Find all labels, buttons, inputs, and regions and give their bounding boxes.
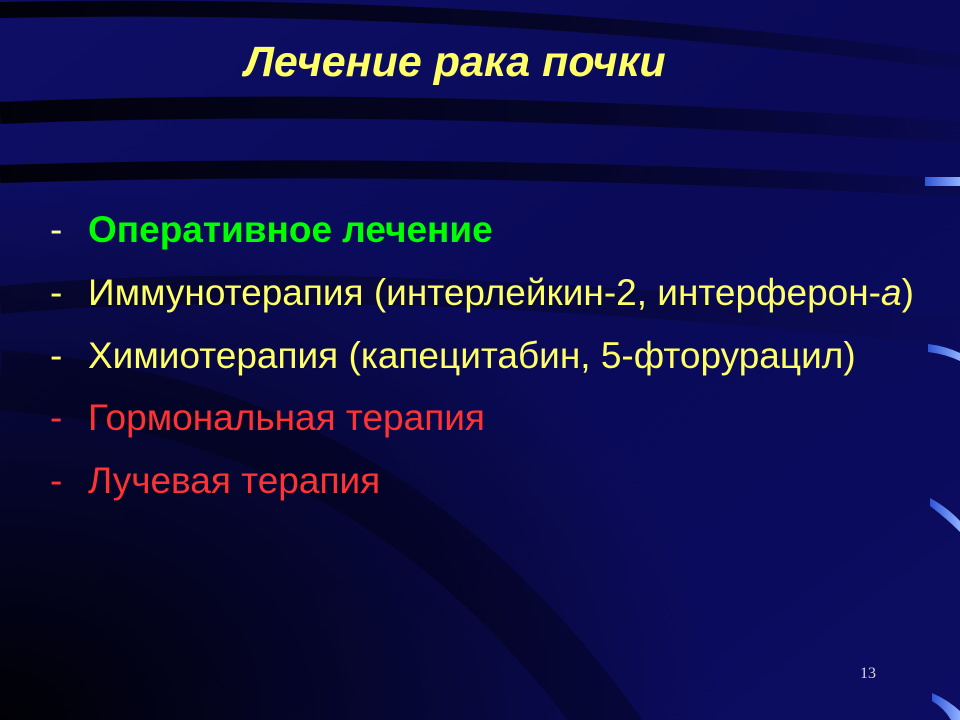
list-item-italic-text: a: [881, 271, 902, 313]
list-item: [0, 325, 960, 388]
list-item: [0, 199, 960, 262]
list-item-text: Оперативное лечение: [88, 209, 493, 250]
edge-stripe: [925, 177, 960, 186]
list-item-text: Химиотерапия (капецитабин, 5-фторурацил): [88, 334, 856, 376]
list-item: [0, 262, 960, 325]
page-number: 13: [860, 665, 876, 682]
list-item-text: Иммунотерапия (интерлейкин-2, интерферон-: [88, 271, 882, 313]
list-item-text: Лучевая терапия: [88, 460, 381, 501]
bullet-list: [0, 199, 960, 513]
bullet-dash: -: [50, 271, 63, 313]
bullet-dash: -: [50, 334, 63, 376]
slide-title: Лечение рака почки: [244, 38, 666, 86]
list-item-text: Гормональная терапия: [88, 397, 485, 439]
list-item: [0, 450, 960, 513]
list-item-text-group: [88, 262, 914, 325]
list-item-tail-text: ): [901, 271, 914, 313]
bullet-dash: -: [50, 397, 63, 439]
bullet-dash: -: [50, 460, 63, 501]
list-item: [0, 387, 960, 450]
bullet-dash: -: [50, 209, 63, 250]
